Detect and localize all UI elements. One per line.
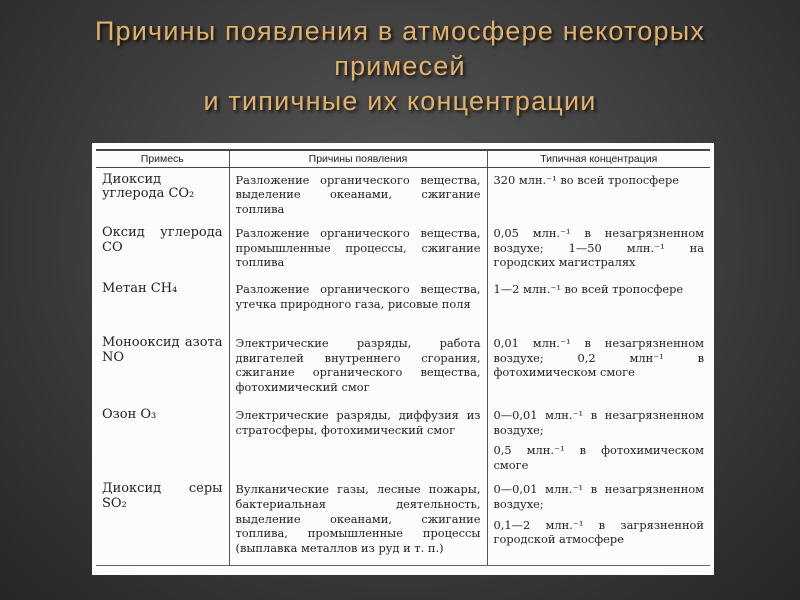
cell-substance: Монооксид азота NO [102, 334, 223, 365]
cell-causes: Электрические разряды, работа двигателей внутреннего сгорания, сжигание органического вещества, фотохимический смог [229, 331, 487, 403]
header-causes: Причины появления [229, 150, 487, 167]
table-row [96, 331, 710, 403]
cell-substance: Оксид углерода CO [102, 224, 223, 255]
concentration-text: 0,01 млн.⁻¹ в незагрязненном воздухе; 0,2 млн⁻¹ в фотохимическом смоге [493, 335, 704, 380]
concentration-text: 320 млн.⁻¹ во всей тропосфере [493, 172, 679, 187]
table-row [96, 477, 710, 565]
header-substance: Примесь [96, 150, 229, 167]
cell-concentration [487, 477, 710, 565]
concentration-text: 1—2 млн.⁻¹ во всей тропосфере [493, 281, 684, 296]
cell-causes: Электрические разряды, диффузия из стратосферы, фотохимический смог [229, 403, 487, 477]
slide-title [30, 14, 770, 119]
cell-concentration [487, 277, 710, 331]
concentration-text: 0—0,01 млн.⁻¹ в незагрязненном воздухе; [493, 482, 704, 511]
table-row [96, 277, 710, 331]
header-concentration: Типичная концентрация [487, 150, 710, 167]
cell-substance: Метан CH₄ [102, 280, 178, 296]
cell-causes: Разложение органического вещества, промышленные процессы, сжигание топлива [229, 221, 487, 277]
cell-concentration [487, 221, 710, 277]
scanned-table-image [92, 143, 714, 575]
cell-concentration [487, 403, 710, 477]
impurities-table [96, 149, 710, 566]
slide-title-line-3: и типичные их концентрации [203, 86, 597, 116]
cell-substance: Озон O₃ [102, 406, 157, 422]
concentration-text: 0,1—2 млн.⁻¹ в загрязненной городской атмосфере [493, 517, 704, 547]
cell-causes: Разложение органического вещества, утечка природного газа, рисовые поля [229, 277, 487, 331]
table-row [96, 403, 710, 477]
table-row [96, 221, 710, 277]
slide-title-line-2: примесей [334, 51, 466, 81]
cell-concentration [487, 167, 710, 221]
slide-title-line-1: Причины появления в атмосфере некоторых [94, 16, 706, 46]
table-row [96, 167, 710, 221]
cell-substance: Диоксид серы SO₂ [96, 477, 229, 565]
cell-concentration [487, 331, 710, 403]
concentration-text: 0—0,01 млн.⁻¹ в незагрязненном воздухе; [493, 407, 704, 437]
cell-substance: Диоксид углерода CO₂ [102, 171, 195, 202]
cell-causes: Вулканические газы, лесные пожары, бактериальная деятельность, выделение океанами, сжигание топлива, промышленные процессы (выплавка металлов из руд и т. п.) [229, 477, 487, 565]
cell-causes: Разложение органического вещества, выделение океанами, сжигание топлива [229, 167, 487, 221]
concentration-text: 0,5 млн.⁻¹ в фотохимическом смоге [493, 443, 704, 473]
concentration-text: 0,05 млн.⁻¹ в незагрязненном воздухе; 1—50 млн.⁻¹ на городских магистралях [493, 225, 704, 270]
table-header-row [96, 150, 710, 167]
